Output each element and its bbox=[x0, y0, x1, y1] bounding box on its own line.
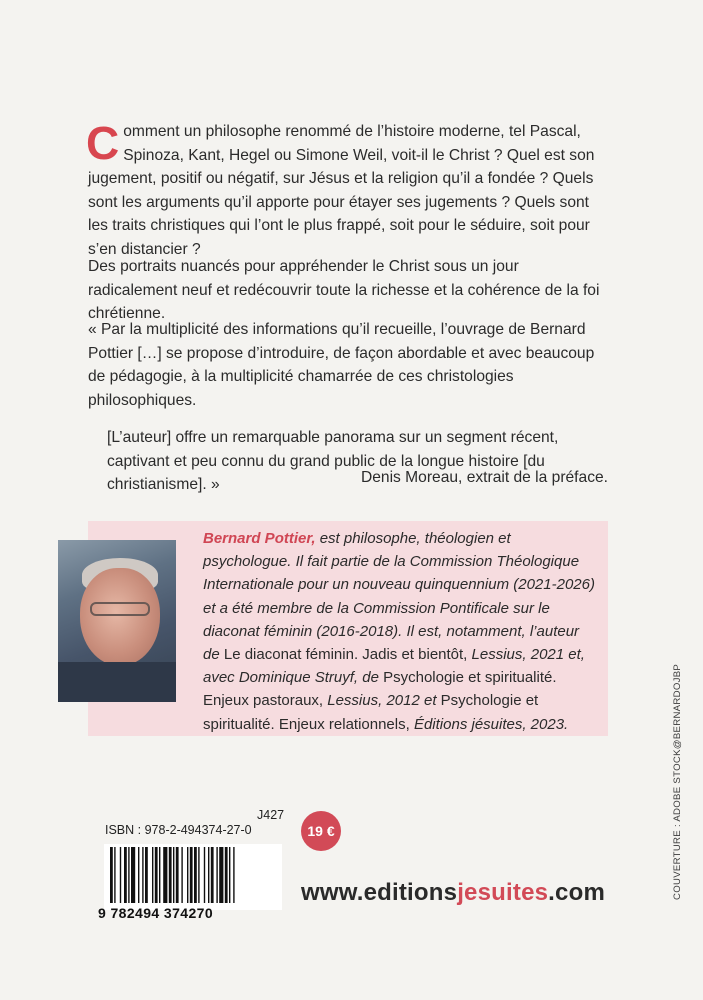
author-name: Bernard Pottier, bbox=[203, 530, 316, 547]
barcode-bar bbox=[190, 847, 193, 903]
bio-text-1: est philosophe, théologien et psychologue. Il fait partie de la Commission Théologique Internationale pour un nouveau quinquennium (2021-2026) et a été membre de la Commission Pontificale sur le diaconat féminin (2016-2018). Il est, notamment, l’auteur de bbox=[203, 530, 595, 664]
barcode-bar bbox=[233, 847, 234, 903]
bio-text-3: Lessius, 2012 et bbox=[323, 692, 441, 710]
barcode-bar bbox=[138, 847, 139, 903]
bio-text-2: Lessius, 2021 et, avec Dominique Struyf, de bbox=[203, 646, 585, 687]
barcode-bar bbox=[204, 847, 205, 903]
intro-paragraph bbox=[86, 117, 608, 261]
cover-credit: COUVERTURE : ADOBE STOCK@BERNARDOJBP bbox=[672, 663, 683, 900]
barcode-bar bbox=[142, 847, 143, 903]
photo-shirt bbox=[58, 662, 176, 702]
barcode-bars bbox=[110, 847, 276, 903]
intro-text: omment un philosophe renommé de l’histoire moderne, tel Pascal, Spinoza, Kant, Hegel ou Simone Weil, voit-il le Christ ? Quel est son jugement, positif ou négatif, sur Jésus et la religion qu’il a fondée ? Quels sont les arguments qu’il apporte pour étayer ses jugements ? Quels sont les traits christiques qui l’ont le plus frappé, soit pour le séduire, soit pour s’en distancier ? bbox=[88, 123, 595, 258]
barcode-bar bbox=[169, 847, 172, 903]
author-bio-text bbox=[203, 527, 598, 736]
quote-attribution: Denis Moreau, extrait de la préface. bbox=[360, 469, 608, 486]
preface-quote-part2: [L’auteur] offre un remarquable panorama sur un segment récent, captivant et peu connu du grand public de la longue histoire [du christianisme]. » bbox=[107, 429, 559, 493]
barcode-bar bbox=[120, 847, 121, 903]
barcode-bar bbox=[155, 847, 158, 903]
barcode-bar bbox=[152, 847, 153, 903]
photo-face bbox=[80, 568, 160, 666]
barcode-bar bbox=[198, 847, 199, 903]
barcode-bar bbox=[211, 847, 214, 903]
barcode-bar bbox=[219, 847, 223, 903]
barcode-bar bbox=[176, 847, 179, 903]
website-prefix: www.editions bbox=[301, 879, 458, 906]
photo-glasses bbox=[90, 602, 150, 616]
barcode-bar bbox=[194, 847, 197, 903]
product-code: J427 bbox=[257, 808, 285, 822]
book-title-1: Le diaconat féminin. Jadis et bientôt, bbox=[223, 646, 468, 664]
website-suffix: .com bbox=[548, 879, 605, 906]
barcode-bar bbox=[114, 847, 115, 903]
barcode-bar bbox=[110, 847, 113, 903]
book-title-3: Psychologie et spiritualité. Enjeux relationnels, bbox=[203, 692, 539, 733]
preface-quote-part1: « Par la multiplicité des informations qu’il recueille, l’ouvrage de Bernard Pottier […] se propose d’introduire, de façon abordable et avec beaucoup de pédagogie, à la multiplicité chamarrée de ces christologies philosophiques. bbox=[88, 321, 595, 409]
drop-cap: C bbox=[86, 117, 120, 169]
summary-paragraph: Des portraits nuancés pour appréhender le Christ sous un jour radicalement neuf et redécouvrir toute la richesse et la cohérence de la foi chrétienne. bbox=[88, 258, 600, 322]
bio-text-4: Éditions jésuites, 2023. bbox=[409, 715, 569, 733]
publisher-website bbox=[301, 879, 605, 907]
barcode-bar bbox=[216, 847, 217, 903]
book-title-2: Psychologie et spiritualité. Enjeux pastoraux, bbox=[203, 669, 557, 710]
barcode-bar bbox=[159, 847, 160, 903]
barcode-bar bbox=[163, 847, 167, 903]
barcode-bar bbox=[225, 847, 228, 903]
author-photo bbox=[58, 540, 176, 702]
barcode-bar bbox=[145, 847, 148, 903]
barcode-digits: 9 782494 374270 bbox=[98, 905, 213, 921]
isbn-label: ISBN : 978-2-494374-27-0 bbox=[105, 823, 252, 837]
barcode-bar bbox=[208, 847, 209, 903]
barcode bbox=[104, 844, 282, 910]
barcode-bar bbox=[124, 847, 127, 903]
barcode-bar bbox=[128, 847, 129, 903]
barcode-bar bbox=[173, 847, 174, 903]
barcode-bar bbox=[181, 847, 182, 903]
barcode-bar bbox=[131, 847, 135, 903]
website-accent: jesuites bbox=[457, 879, 549, 906]
barcode-bar bbox=[229, 847, 230, 903]
barcode-bar bbox=[187, 847, 188, 903]
price-badge: 19 € bbox=[301, 811, 341, 851]
